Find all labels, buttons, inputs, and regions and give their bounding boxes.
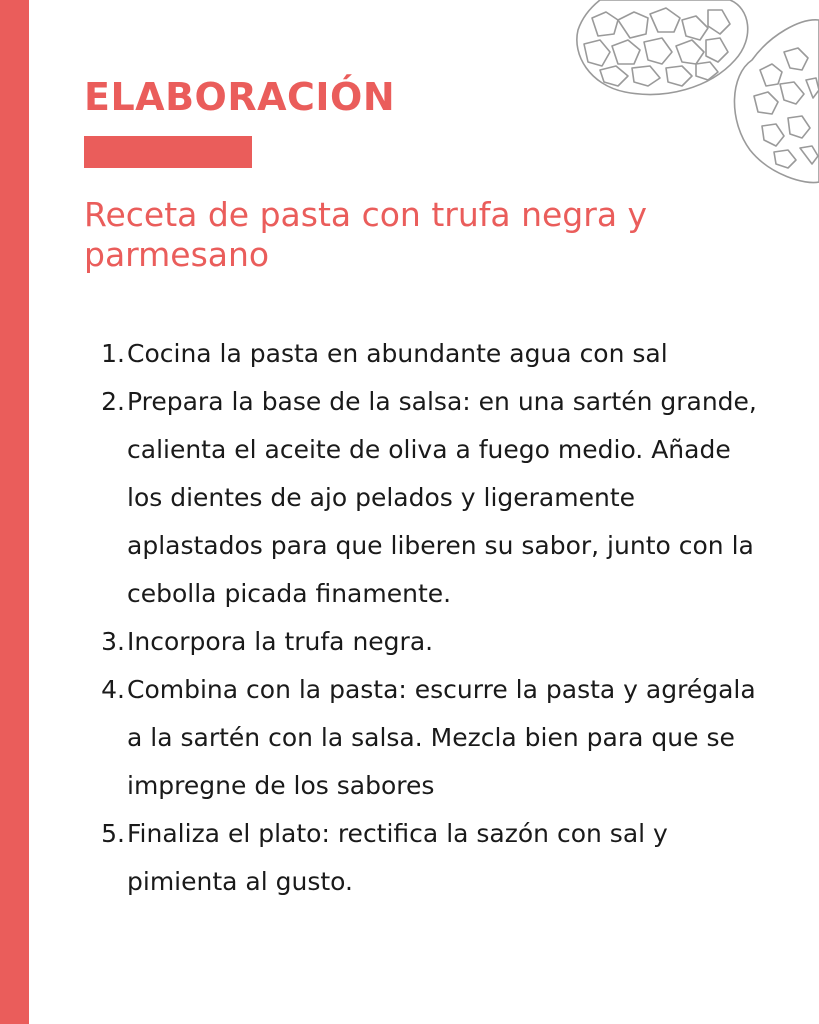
step-text: Cocina la pasta en abundante agua con sal — [127, 339, 668, 368]
step-text: Finaliza el plato: rectifica la sazón con sal y pimienta al gusto. — [127, 819, 668, 896]
step-number: 5. — [101, 819, 125, 848]
steps-list — [0, 330, 819, 906]
step-text: Incorpora la trufa negra. — [127, 627, 434, 656]
step-item — [0, 618, 767, 666]
title-underline — [84, 136, 252, 168]
truffle-sketch-icon — [570, 0, 819, 185]
recipe-subtitle: Receta de pasta con trufa negra y parmesano — [84, 195, 648, 274]
step-text: Combina con la pasta: escurre la pasta y agrégala a la sartén con la salsa. Mezcla bien para que se impregne de los sabores — [127, 675, 756, 800]
step-item — [0, 666, 767, 810]
step-number: 1. — [101, 339, 125, 368]
step-item — [0, 378, 767, 618]
step-number: 4. — [101, 675, 125, 704]
step-text: Prepara la base de la salsa: en una sartén grande, calienta el aceite de oliva a fuego medio. Añade los dientes de ajo pelados y ligeramente aplastados para que liberen su sabor, junto con la cebolla picada finamente. — [127, 387, 757, 608]
section-title: ELABORACIÓN — [84, 75, 396, 119]
step-item — [0, 810, 767, 906]
step-number: 2. — [101, 387, 125, 416]
step-item — [0, 330, 767, 378]
step-number: 3. — [101, 627, 125, 656]
